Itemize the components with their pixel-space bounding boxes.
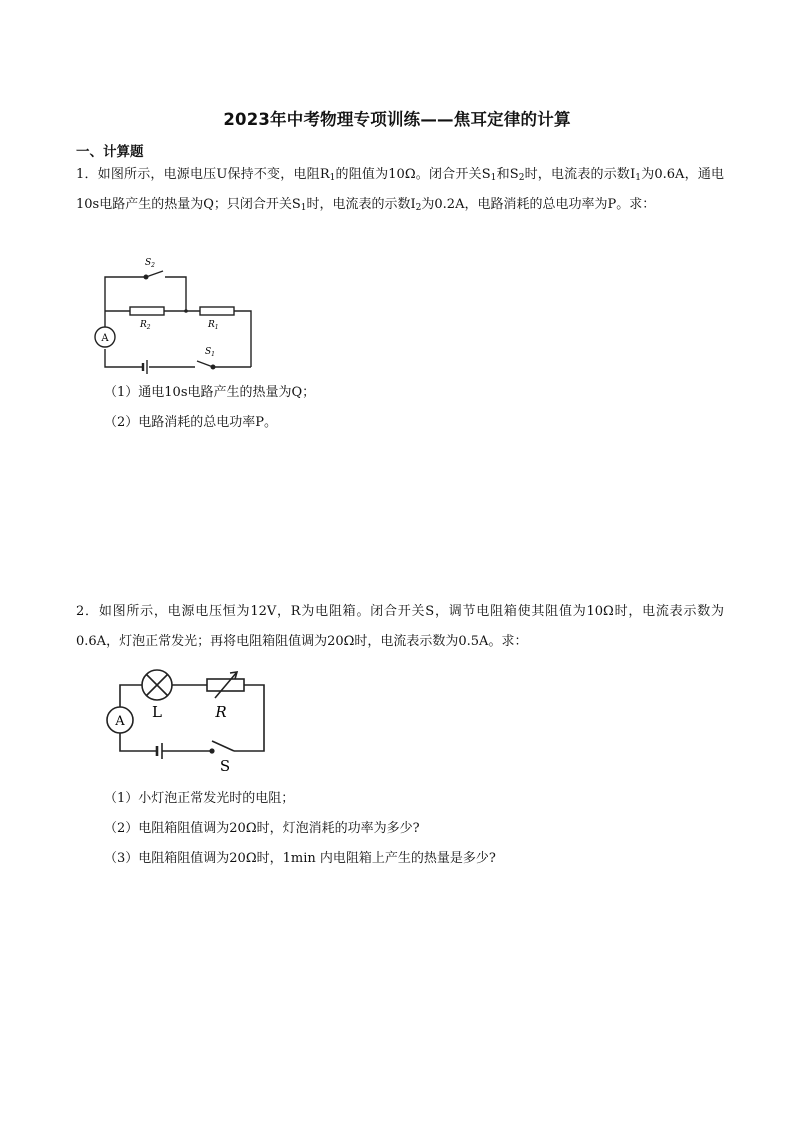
- wire-right: [234, 685, 264, 751]
- ammeter-label: A: [101, 333, 109, 344]
- wire-top-right: [165, 277, 186, 311]
- question-1-part-2: （2）电路消耗的总电功率P。: [104, 415, 278, 430]
- switch-blade: [212, 741, 234, 751]
- resistor-r2: [130, 307, 164, 315]
- junction-node: [184, 309, 188, 313]
- ammeter-label: A: [115, 714, 125, 729]
- resistor-label: R: [215, 703, 227, 721]
- switch-s2-label: $S_2$: [145, 258, 155, 269]
- question-1-text: 1．如图所示，电源电压U保持不变，电阻$R_1$的阻值为10Ω。闭合开关$S_1$和$S_2$时，电流表的示数$I_1$为0.6A，通电10s电路产生的热量为Q；只闭合开关$S_1$时，电流表的示数$I_2$为0.2A，电路消耗的总电功率为P。求：: [76, 167, 725, 213]
- resistor-r2-label: $R_2$: [140, 320, 151, 331]
- circuit-diagram-1: [88, 252, 268, 377]
- resistor-r1-label: $R_1$: [208, 320, 219, 331]
- question-2-part-1: （1）小灯泡正常发光时的电阻；: [104, 791, 295, 806]
- circuit-diagram-2: [100, 664, 272, 776]
- question-2-part-3: （3）电阻箱阻值调为20Ω时，1min 内电阻箱上产生的热量是多少?: [104, 851, 496, 866]
- switch-label: S: [219, 757, 231, 775]
- question-1-part-1: （1）通电10s电路产生的热量为Q；: [104, 385, 316, 400]
- question-2-text: 2．如图所示，电源电压恒为12V，R为电阻箱。闭合开关S，调节电阻箱使其阻值为10Ω时，电流表示数为0.6A，灯泡正常发光；再将电阻箱阻值调为20Ω时，电流表示数为0.5A。求：: [76, 604, 724, 649]
- switch-s2-blade: [146, 271, 163, 277]
- switch-s1-label: $S_1$: [205, 347, 215, 358]
- question-2-part-2: （2）电阻箱阻值调为20Ω时，灯泡消耗的功率为多少?: [104, 821, 420, 836]
- resistor-r1: [200, 307, 234, 315]
- switch-s1-blade: [197, 361, 213, 367]
- wire-top-left: [120, 685, 142, 707]
- section-heading: 一、计算题: [76, 144, 144, 160]
- lamp-label: L: [152, 703, 162, 721]
- page-title: 2023年中考物理专项训练——焦耳定律的计算: [223, 110, 571, 129]
